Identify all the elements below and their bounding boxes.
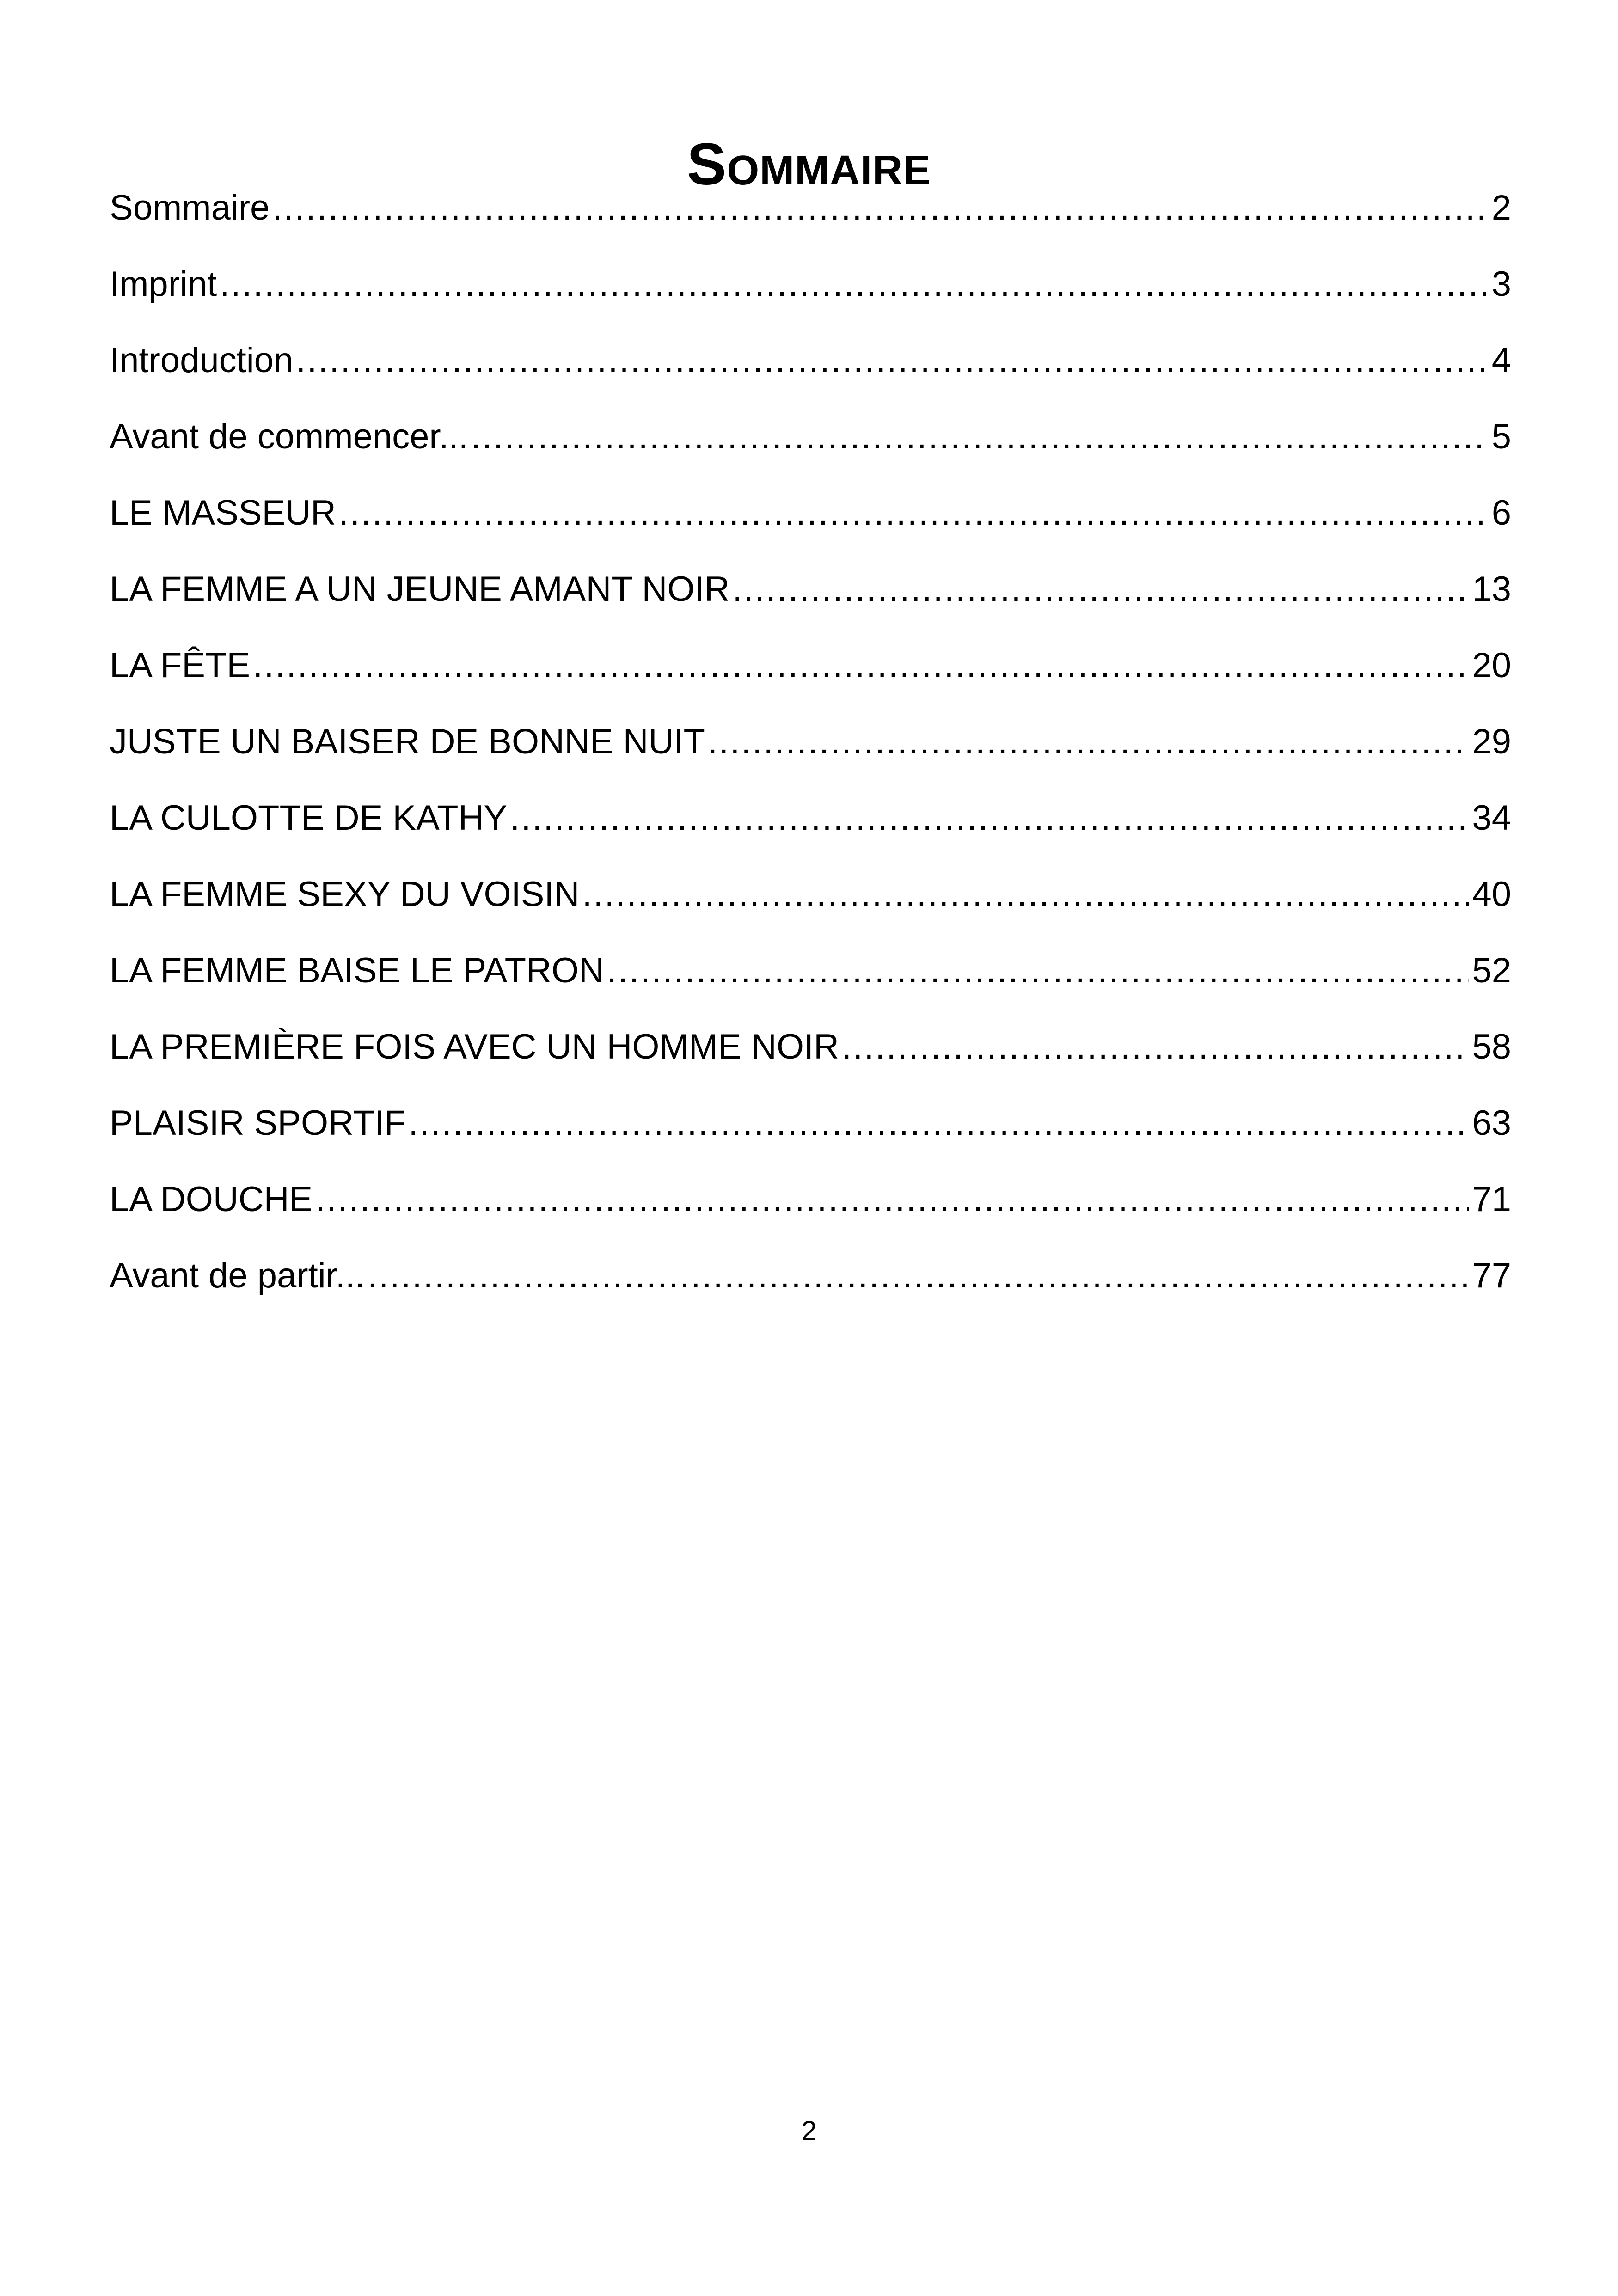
toc-dot-leader bbox=[409, 1100, 1470, 1146]
toc-entry-title: Avant de partir... bbox=[110, 1256, 365, 1295]
toc-entry-page: 77 bbox=[1472, 1256, 1511, 1295]
toc-entry[interactable] bbox=[110, 1100, 1511, 1176]
toc-entry-title: LA FÊTE bbox=[110, 646, 251, 685]
toc-entry-title: Introduction bbox=[110, 341, 294, 380]
toc-entry-page: 71 bbox=[1472, 1180, 1511, 1219]
toc-dot-leader bbox=[220, 261, 1489, 307]
toc-entry[interactable] bbox=[110, 643, 1511, 719]
toc-dot-leader bbox=[296, 337, 1489, 384]
toc-entry[interactable] bbox=[110, 795, 1511, 871]
toc-entry-page: 5 bbox=[1491, 417, 1511, 456]
toc-entry-title: LA PREMIÈRE FOIS AVEC UN HOMME NOIR bbox=[110, 1027, 839, 1066]
toc-entry[interactable] bbox=[110, 948, 1511, 1024]
toc-entry-page: 58 bbox=[1472, 1027, 1511, 1066]
toc-dot-leader bbox=[607, 948, 1470, 994]
toc-entry-title: Avant de commencer... bbox=[110, 417, 468, 456]
toc-entry-title: LE MASSEUR bbox=[110, 493, 336, 533]
toc-dot-leader bbox=[272, 185, 1489, 231]
toc-entry-page: 6 bbox=[1491, 493, 1511, 533]
toc-entry-title: PLAISIR SPORTIF bbox=[110, 1103, 406, 1143]
toc-entry-page: 20 bbox=[1472, 646, 1511, 685]
toc-dot-leader bbox=[708, 719, 1469, 765]
toc-entry[interactable] bbox=[110, 490, 1511, 566]
toc-dot-leader bbox=[582, 871, 1469, 918]
toc-entry-page: 29 bbox=[1472, 722, 1511, 761]
toc-entry-title: LA DOUCHE bbox=[110, 1180, 313, 1219]
toc-entry[interactable] bbox=[110, 1253, 1511, 1329]
toc-dot-leader bbox=[339, 490, 1489, 536]
toc-dot-leader bbox=[315, 1176, 1469, 1223]
toc-entry-page: 63 bbox=[1472, 1103, 1511, 1143]
toc-entry-page: 3 bbox=[1491, 264, 1511, 304]
toc-entry-title: LA FEMME BAISE LE PATRON bbox=[110, 951, 604, 990]
toc-entry-page: 4 bbox=[1491, 341, 1511, 380]
toc-entry-title: LA FEMME SEXY DU VOISIN bbox=[110, 875, 580, 914]
toc-entry-page: 52 bbox=[1472, 951, 1511, 990]
toc-entry[interactable] bbox=[110, 566, 1511, 643]
toc-entry[interactable] bbox=[110, 719, 1511, 795]
table-of-contents bbox=[110, 185, 1511, 1329]
toc-entry-title: JUSTE UN BAISER DE BONNE NUIT bbox=[110, 722, 705, 761]
toc-dot-leader bbox=[842, 1024, 1469, 1070]
toc-entry-title: Imprint bbox=[110, 264, 217, 304]
toc-dot-leader bbox=[368, 1253, 1469, 1299]
toc-entry[interactable] bbox=[110, 337, 1511, 414]
toc-entry[interactable] bbox=[110, 1024, 1511, 1100]
toc-entry-title: LA CULOTTE DE KATHY bbox=[110, 798, 508, 838]
toc-entry-title: LA FEMME A UN JEUNE AMANT NOIR bbox=[110, 569, 730, 609]
toc-entry-page: 40 bbox=[1472, 875, 1511, 914]
toc-dot-leader bbox=[471, 414, 1489, 460]
page-title: Sommaire bbox=[686, 131, 932, 197]
toc-entry[interactable] bbox=[110, 414, 1511, 490]
toc-entry[interactable] bbox=[110, 871, 1511, 948]
toc-dot-leader bbox=[510, 795, 1469, 841]
toc-dot-leader bbox=[253, 643, 1469, 689]
toc-entry[interactable] bbox=[110, 261, 1511, 337]
toc-entry-title: Sommaire bbox=[110, 188, 270, 227]
page-number: 2 bbox=[801, 2115, 817, 2146]
toc-entry[interactable] bbox=[110, 1176, 1511, 1253]
toc-entry-page: 2 bbox=[1491, 188, 1511, 227]
toc-dot-leader bbox=[733, 566, 1470, 612]
toc-entry-page: 34 bbox=[1472, 798, 1511, 838]
toc-entry[interactable] bbox=[110, 185, 1511, 261]
toc-entry-page: 13 bbox=[1472, 569, 1511, 609]
